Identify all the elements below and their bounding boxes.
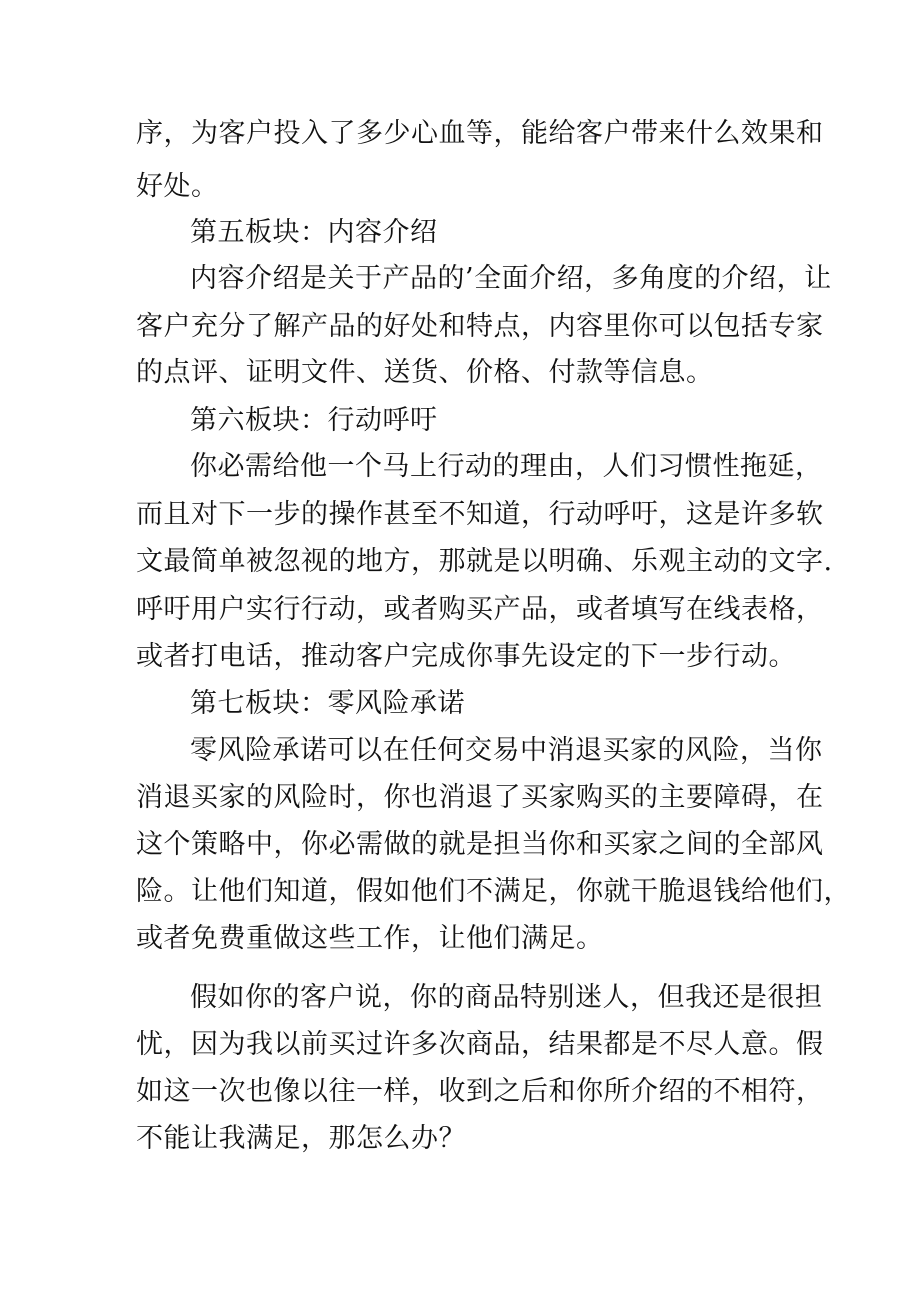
text-line: 不能让我满足，那怎么办？ [136,1123,466,1154]
text-line: 呼吁用户实行行动，或者购买产品，或者填写在线表格， [136,594,824,625]
text-line: 内容介绍是关于产品的’全面介绍，多角度的介绍，让 [190,263,832,294]
text-line: 忧，因为我以前买过许多次商品，结果都是不尽人意。假 [136,1029,824,1060]
text-line: 而且对下一步的操作甚至不知道，行动呼吁，这是许多软 [136,499,824,530]
text-line: 零风险承诺可以在任何交易中消退买家的风险，当你 [190,735,823,766]
text-line: 你必需给他一个马上行动的理由，人们习惯性拖延， [190,451,823,482]
text-line: 序，为客户投入了多少心血等，能给客户带来什么效果和 [136,118,824,149]
section-heading: 第七板块：零风险承诺 [190,688,465,719]
text-line: 或者免费重做这些工作，让他们满足。 [136,923,604,954]
text-line: 文最简单被忽视的地方，那就是以明确、乐观主动的文字. [136,546,833,577]
text-line: 的点评、证明文件、送货、价格、付款等信息。 [136,357,714,388]
text-line: 客户充分了解产品的好处和特点，内容里你可以包括专家 [136,311,824,342]
text-line: 好处。 [136,171,219,202]
text-line: 如这一次也像以往一样，收到之后和你所介绍的不相符， [136,1076,824,1107]
section-heading: 第五板块：内容介绍 [190,217,438,248]
text-line: 假如你的客户说，你的商品特别迷人，但我还是很担 [190,982,823,1013]
text-line: 险。让他们知道，假如他们不满足，你就干脆退钱给他们， [136,876,851,907]
text-line: 这个策略中，你必需做的就是担当你和买家之间的全部风 [136,829,824,860]
text-line: 或者打电话，推动客户完成你事先设定的下一步行动。 [136,641,796,672]
section-heading: 第六板块：行动呼吁 [190,405,438,436]
text-line: 消退买家的风险时，你也消退了买家购买的主要障碍，在 [136,782,824,813]
